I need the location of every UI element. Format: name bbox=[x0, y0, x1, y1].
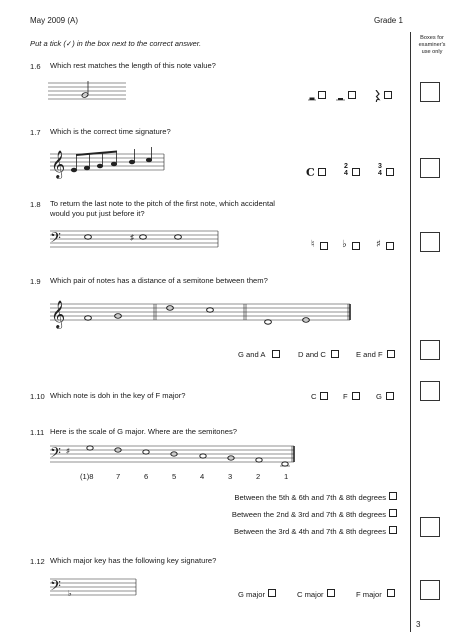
answer-box[interactable] bbox=[387, 589, 395, 597]
question-text: Which is the correct time signature? bbox=[50, 127, 171, 136]
question-text: Which note is doh in the key of F major? bbox=[50, 391, 186, 400]
answer-box[interactable] bbox=[352, 392, 360, 400]
answer-box[interactable] bbox=[389, 509, 397, 517]
option-crotchet-rest bbox=[374, 89, 381, 107]
examiner-note: Boxes for examiner's use only bbox=[418, 35, 446, 55]
answer-box[interactable] bbox=[384, 91, 392, 99]
answer-box[interactable] bbox=[272, 350, 280, 358]
question-text-line2: would you put just before it? bbox=[50, 209, 145, 218]
answer-box[interactable] bbox=[352, 242, 360, 250]
svg-text:♯: ♯ bbox=[66, 448, 70, 455]
svg-text:♯: ♯ bbox=[130, 233, 134, 242]
option-label: C major bbox=[297, 590, 324, 599]
scale-degree: 4 bbox=[200, 472, 205, 481]
svg-text:♭: ♭ bbox=[68, 589, 72, 598]
option-label: Between the 2nd & 3rd and 7th & 8th degrees bbox=[231, 510, 386, 519]
option-minim-rest-b bbox=[336, 91, 345, 109]
scale-degree: 3 bbox=[228, 472, 233, 481]
examiner-box[interactable] bbox=[420, 381, 440, 401]
option-label: G major bbox=[238, 590, 266, 599]
question-number: 1.12 bbox=[30, 557, 45, 566]
rhythm-staff bbox=[48, 146, 166, 180]
answer-box[interactable] bbox=[389, 526, 397, 534]
question-text: Here is the scale of G major. Where are the semitones? bbox=[50, 427, 237, 436]
instruction: Put a tick (✓) in the box next to the correct answer. bbox=[30, 39, 202, 48]
svg-text:𝄢: 𝄢 bbox=[50, 445, 61, 464]
examiner-box[interactable] bbox=[420, 82, 440, 102]
scale-degree: 6 bbox=[144, 472, 149, 481]
svg-text:𝄞: 𝄞 bbox=[51, 151, 66, 178]
question-number: 1.11 bbox=[30, 428, 45, 437]
option-label: Between the 5th & 6th and 7th & 8th degrees bbox=[234, 493, 386, 502]
bass-staff-accidental bbox=[48, 228, 220, 252]
time-signature-2-4: 2 4 bbox=[344, 163, 348, 177]
key-signature-staff bbox=[48, 576, 138, 600]
option-label: G and A bbox=[238, 350, 266, 359]
option-label: E and F bbox=[356, 350, 383, 359]
flat-sign-icon: ♭ bbox=[342, 239, 347, 250]
page-number: 3 bbox=[416, 620, 421, 629]
question-number: 1.9 bbox=[30, 277, 41, 286]
scale-degree: 1 bbox=[284, 472, 289, 481]
minim-rest-icon bbox=[308, 96, 316, 104]
examiner-box[interactable] bbox=[420, 232, 440, 252]
answer-box[interactable] bbox=[352, 168, 360, 176]
answer-box[interactable] bbox=[386, 242, 394, 250]
g-major-scale-staff bbox=[48, 443, 298, 469]
answer-box[interactable] bbox=[320, 242, 328, 250]
question-text-line1: To return the last note to the pitch of the first note, which accidental bbox=[50, 199, 275, 208]
answer-box[interactable] bbox=[387, 350, 395, 358]
question-text: Which major key has the following key signature? bbox=[50, 556, 217, 565]
option-label: G bbox=[376, 392, 382, 401]
question-number: 1.8 bbox=[30, 200, 41, 209]
examiner-box[interactable] bbox=[420, 517, 440, 537]
svg-text:𝄢: 𝄢 bbox=[50, 230, 61, 249]
answer-box[interactable] bbox=[331, 350, 339, 358]
answer-box[interactable] bbox=[318, 91, 326, 99]
natural-sign-icon: ♮ bbox=[311, 239, 315, 250]
option-label: D and C bbox=[298, 350, 326, 359]
semibreve-rest-icon bbox=[336, 96, 345, 104]
scale-degree: (1)8 bbox=[80, 472, 94, 481]
time-signature-3-4: 3 4 bbox=[378, 163, 382, 177]
option-minim-rest bbox=[308, 91, 316, 109]
option-label: C bbox=[311, 392, 317, 401]
scale-degree: 5 bbox=[172, 472, 177, 481]
crotchet-rest-icon bbox=[374, 90, 381, 102]
question-number: 1.7 bbox=[30, 128, 41, 137]
note-value-staff bbox=[48, 80, 128, 102]
option-label: Between the 3rd & 4th and 7th & 8th degrees bbox=[234, 527, 386, 536]
semitone-staff bbox=[48, 296, 354, 330]
sharp-sign-icon: ♯ bbox=[376, 239, 381, 250]
answer-box[interactable] bbox=[327, 589, 335, 597]
answer-box[interactable] bbox=[318, 168, 326, 176]
option-label: F major bbox=[356, 590, 382, 599]
svg-text:𝄢: 𝄢 bbox=[50, 578, 61, 597]
question-number: 1.10 bbox=[30, 392, 45, 401]
scale-degree: 2 bbox=[256, 472, 261, 481]
option-label: F bbox=[343, 392, 348, 401]
common-time-symbol: C bbox=[306, 166, 315, 179]
grade-label: Grade 1 bbox=[374, 16, 403, 25]
examiner-box[interactable] bbox=[420, 580, 440, 600]
answer-box[interactable] bbox=[320, 392, 328, 400]
question-text: Which pair of notes has a distance of a semitone between them? bbox=[50, 276, 268, 285]
question-number: 1.6 bbox=[30, 62, 41, 71]
question-text: Which rest matches the length of this note value? bbox=[50, 61, 216, 70]
examiner-box[interactable] bbox=[420, 340, 440, 360]
answer-box[interactable] bbox=[268, 589, 276, 597]
examiner-box[interactable] bbox=[420, 158, 440, 178]
answer-box[interactable] bbox=[389, 492, 397, 500]
answer-box[interactable] bbox=[348, 91, 356, 99]
scale-degree: 7 bbox=[116, 472, 121, 481]
svg-text:𝄞: 𝄞 bbox=[51, 301, 66, 328]
exam-date: May 2009 (A) bbox=[30, 16, 79, 25]
examiner-margin-line bbox=[410, 32, 411, 632]
answer-box[interactable] bbox=[386, 168, 394, 176]
answer-box[interactable] bbox=[386, 392, 394, 400]
